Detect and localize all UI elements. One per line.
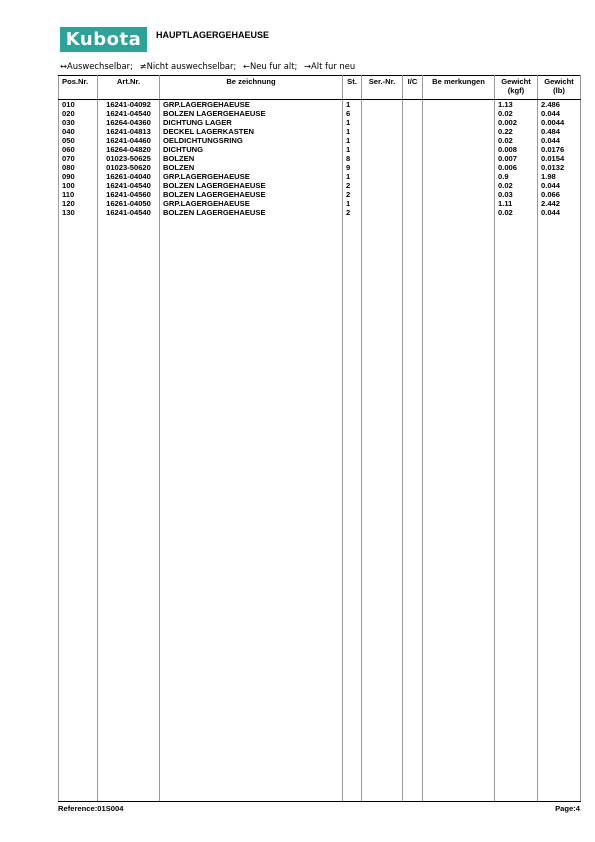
filler-cell	[160, 217, 343, 802]
cell-stueck: 1	[343, 199, 362, 208]
cell-art-nr: 16241-04540	[98, 208, 160, 217]
cell-gewicht-lb: 0.066	[538, 190, 581, 199]
cell-ser-nr	[362, 100, 403, 110]
cell-pos-nr: 010	[59, 100, 98, 110]
cell-bemerkungen	[423, 190, 495, 199]
cell-ser-nr	[362, 127, 403, 136]
column-header-label: Gewicht	[501, 77, 531, 86]
filler-cell	[403, 217, 423, 802]
cell-bemerkungen	[423, 109, 495, 118]
cell-bemerkungen	[423, 145, 495, 154]
cell-gewicht-lb: 0.044	[538, 208, 581, 217]
page-number: Page:4	[555, 804, 580, 813]
cell-bezeichnung: BOLZEN	[160, 163, 343, 172]
cell-gewicht-lb: 0.044	[538, 181, 581, 190]
table-row	[59, 172, 581, 181]
column-header-art-nr	[98, 76, 160, 100]
cell-pos-nr: 080	[59, 163, 98, 172]
parts-table-container	[58, 75, 580, 802]
table-row	[59, 190, 581, 199]
filler-cell	[423, 217, 495, 802]
cell-stueck: 1	[343, 127, 362, 136]
cell-gewicht-lb: 0.044	[538, 136, 581, 145]
cell-art-nr: 16264-04360	[98, 118, 160, 127]
cell-art-nr: 01023-50620	[98, 163, 160, 172]
cell-art-nr: 16241-04092	[98, 100, 160, 110]
column-header-pos-nr	[59, 76, 98, 100]
cell-ic	[403, 127, 423, 136]
cell-stueck: 1	[343, 172, 362, 181]
cell-pos-nr: 090	[59, 172, 98, 181]
cell-gewicht-kgf: 0.02	[495, 136, 538, 145]
cell-bezeichnung: OELDICHTUNGSRING	[160, 136, 343, 145]
cell-art-nr: 16241-04560	[98, 190, 160, 199]
cell-ic	[403, 199, 423, 208]
cell-ser-nr	[362, 208, 403, 217]
cell-gewicht-lb: 0.0044	[538, 118, 581, 127]
table-filler-row	[59, 217, 581, 802]
table-row	[59, 118, 581, 127]
cell-bezeichnung: GRP.LAGERGEHAEUSE	[160, 199, 343, 208]
filler-cell	[495, 217, 538, 802]
cell-art-nr: 01023-50625	[98, 154, 160, 163]
table-row	[59, 181, 581, 190]
filler-cell	[538, 217, 581, 802]
cell-stueck: 1	[343, 118, 362, 127]
cell-stueck: 1	[343, 136, 362, 145]
filler-cell	[59, 217, 98, 802]
table-row	[59, 127, 581, 136]
filler-cell	[362, 217, 403, 802]
cell-gewicht-kgf: 0.02	[495, 181, 538, 190]
cell-bemerkungen	[423, 100, 495, 110]
cell-gewicht-kgf: 1.13	[495, 100, 538, 110]
column-header-label: Gewicht	[544, 77, 574, 86]
cell-bezeichnung: BOLZEN LAGERGEHAEUSE	[160, 181, 343, 190]
cell-bemerkungen	[423, 127, 495, 136]
cell-pos-nr: 020	[59, 109, 98, 118]
interchangeability-legend	[60, 61, 359, 71]
cell-art-nr: 16241-04540	[98, 109, 160, 118]
cell-gewicht-kgf: 0.02	[495, 109, 538, 118]
cell-ic	[403, 163, 423, 172]
cell-bemerkungen	[423, 208, 495, 217]
column-header-ser-nr	[362, 76, 403, 100]
cell-ser-nr	[362, 181, 403, 190]
column-header-label: St.	[347, 77, 357, 86]
column-header-ic	[403, 76, 423, 100]
column-header-bemerkungen	[423, 76, 495, 100]
cell-bemerkungen	[423, 163, 495, 172]
cell-bezeichnung: DICHTUNG LAGER	[160, 118, 343, 127]
cell-gewicht-kgf: 0.22	[495, 127, 538, 136]
cell-bemerkungen	[423, 154, 495, 163]
cell-gewicht-lb: 0.0154	[538, 154, 581, 163]
cell-bezeichnung: BOLZEN	[160, 154, 343, 163]
cell-gewicht-kgf: 0.9	[495, 172, 538, 181]
cell-gewicht-kgf: 0.02	[495, 208, 538, 217]
cell-ic	[403, 145, 423, 154]
column-header-unit: (lb)	[553, 86, 565, 95]
cell-ic	[403, 109, 423, 118]
table-row	[59, 145, 581, 154]
table-row	[59, 136, 581, 145]
cell-pos-nr: 060	[59, 145, 98, 154]
cell-bezeichnung: GRP.LAGERGEHAEUSE	[160, 172, 343, 181]
cell-gewicht-kgf: 0.002	[495, 118, 538, 127]
cell-ic	[403, 190, 423, 199]
cell-bezeichnung: BOLZEN LAGERGEHAEUSE	[160, 109, 343, 118]
cell-stueck: 8	[343, 154, 362, 163]
cell-pos-nr: 030	[59, 118, 98, 127]
cell-stueck: 2	[343, 181, 362, 190]
cell-ser-nr	[362, 190, 403, 199]
cell-pos-nr: 130	[59, 208, 98, 217]
cell-bezeichnung: GRP.LAGERGEHAEUSE	[160, 100, 343, 110]
table-row	[59, 154, 581, 163]
reference-label: Reference:01S004	[58, 804, 124, 813]
legend-item-old-for-new: →Alt fur neu	[304, 61, 356, 71]
cell-ser-nr	[362, 154, 403, 163]
cell-stueck: 9	[343, 163, 362, 172]
cell-ic	[403, 172, 423, 181]
parts-table	[58, 75, 581, 802]
cell-bemerkungen	[423, 199, 495, 208]
cell-stueck: 2	[343, 208, 362, 217]
cell-ser-nr	[362, 145, 403, 154]
cell-bezeichnung: DICHTUNG	[160, 145, 343, 154]
cell-ic	[403, 118, 423, 127]
column-header-gewicht-lb	[538, 76, 581, 100]
filler-cell	[98, 217, 160, 802]
cell-bezeichnung: BOLZEN LAGERGEHAEUSE	[160, 190, 343, 199]
page-title: HAUPTLAGERGEHAEUSE	[156, 30, 270, 40]
column-header-label: Ser.-Nr.	[368, 77, 396, 86]
column-header-stueck	[343, 76, 362, 100]
cell-gewicht-kgf: 0.008	[495, 145, 538, 154]
column-header-label: Pos.Nr.	[62, 77, 89, 86]
cell-ic	[403, 136, 423, 145]
column-header-label: Be zeichnung	[226, 77, 276, 86]
legend-item-new-for-old: ←Neu fur alt;	[242, 61, 298, 71]
cell-ic	[403, 181, 423, 190]
legend-item-interchangeable: ↔Auswechselbar;	[60, 61, 133, 71]
cell-art-nr: 16261-04050	[98, 199, 160, 208]
cell-ser-nr	[362, 163, 403, 172]
cell-stueck: 1	[343, 145, 362, 154]
cell-gewicht-kgf: 0.03	[495, 190, 538, 199]
cell-bemerkungen	[423, 172, 495, 181]
cell-gewicht-lb: 0.044	[538, 109, 581, 118]
cell-bemerkungen	[423, 136, 495, 145]
column-header-bezeichnung	[160, 76, 343, 100]
cell-gewicht-lb: 2.442	[538, 199, 581, 208]
table-body	[59, 100, 581, 802]
cell-gewicht-lb: 0.0132	[538, 163, 581, 172]
table-header-row	[59, 76, 581, 100]
cell-gewicht-kgf: 1.11	[495, 199, 538, 208]
cell-bemerkungen	[423, 118, 495, 127]
cell-pos-nr: 110	[59, 190, 98, 199]
table-row	[59, 199, 581, 208]
cell-ser-nr	[362, 172, 403, 181]
cell-pos-nr: 100	[59, 181, 98, 190]
cell-art-nr: 16241-04460	[98, 136, 160, 145]
cell-pos-nr: 040	[59, 127, 98, 136]
column-header-label: Art.Nr.	[116, 77, 141, 86]
cell-bezeichnung: BOLZEN LAGERGEHAEUSE	[160, 208, 343, 217]
table-row	[59, 100, 581, 110]
cell-stueck: 1	[343, 100, 362, 110]
cell-gewicht-kgf: 0.006	[495, 163, 538, 172]
cell-gewicht-kgf: 0.007	[495, 154, 538, 163]
cell-ser-nr	[362, 118, 403, 127]
table-row	[59, 208, 581, 217]
cell-art-nr: 16241-04540	[98, 181, 160, 190]
filler-cell	[343, 217, 362, 802]
cell-ser-nr	[362, 109, 403, 118]
cell-ser-nr	[362, 199, 403, 208]
column-header-gewicht-kgf	[495, 76, 538, 100]
cell-ic	[403, 208, 423, 217]
cell-stueck: 6	[343, 109, 362, 118]
cell-gewicht-lb: 2.486	[538, 100, 581, 110]
table-row	[59, 163, 581, 172]
cell-gewicht-lb: 1.98	[538, 172, 581, 181]
cell-pos-nr: 120	[59, 199, 98, 208]
cell-gewicht-lb: 0.0176	[538, 145, 581, 154]
cell-gewicht-lb: 0.484	[538, 127, 581, 136]
cell-pos-nr: 070	[59, 154, 98, 163]
cell-bezeichnung: DECKEL LAGERKASTEN	[160, 127, 343, 136]
cell-bemerkungen	[423, 181, 495, 190]
column-header-unit: (kgf)	[507, 86, 525, 95]
kubota-logo: Kubota	[60, 27, 147, 52]
cell-pos-nr: 050	[59, 136, 98, 145]
column-header-label: Be merkungen	[432, 77, 485, 86]
cell-stueck: 2	[343, 190, 362, 199]
cell-art-nr: 16264-04820	[98, 145, 160, 154]
cell-ic	[403, 100, 423, 110]
cell-ic	[403, 154, 423, 163]
cell-art-nr: 16261-04040	[98, 172, 160, 181]
table-row	[59, 109, 581, 118]
legend-item-not-interchangeable: ≠Nicht auswechselbar;	[139, 61, 237, 71]
column-header-label: I/C	[407, 77, 418, 86]
cell-ser-nr	[362, 136, 403, 145]
cell-art-nr: 16241-04813	[98, 127, 160, 136]
